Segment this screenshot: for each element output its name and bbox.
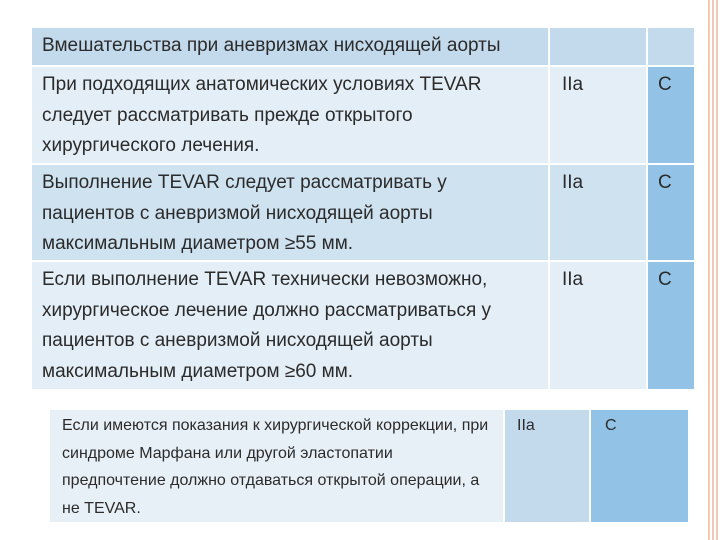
header-level-cell <box>647 27 695 66</box>
evidence-level: C <box>647 164 695 261</box>
decor-line <box>716 0 718 540</box>
table-header-row <box>31 27 695 66</box>
decor-line <box>708 0 710 540</box>
table-row <box>31 164 695 261</box>
recommendation-class: IIa <box>504 409 590 523</box>
recommendations-table <box>30 26 696 391</box>
table-header-title: Вмешательства при аневризмах нисходящей аорты <box>31 27 549 66</box>
table-row <box>49 409 689 523</box>
marfan-recommendation-table <box>48 408 690 524</box>
recommendation-text: Если имеются показания к хирургической коррекции, при синдроме Марфана или другой эластопатии предпочтение должно отдаваться открытой операции, а не TEVAR. <box>49 409 504 523</box>
recommendation-class: IIa <box>549 66 647 164</box>
recommendation-text: Выполнение TEVAR следует рассматривать у пациентов с аневризмой нисходящей аорты максимальным диаметром ≥55 мм. <box>31 164 549 261</box>
recommendation-text: Если выполнение TEVAR технически невозможно, хирургическое лечение должно рассматриваться у пациентов с аневризмой нисходящей аорты максимальным диаметром ≥60 мм. <box>31 261 549 390</box>
header-class-cell <box>549 27 647 66</box>
decor-line <box>712 0 714 540</box>
table-row <box>31 66 695 164</box>
recommendation-class: IIa <box>549 164 647 261</box>
recommendation-class: IIa <box>549 261 647 390</box>
evidence-level: C <box>647 66 695 164</box>
evidence-level: C <box>590 409 689 523</box>
table-row <box>31 261 695 390</box>
evidence-level: C <box>647 261 695 390</box>
recommendation-text: При подходящих анатомических условиях TEVAR следует рассматривать прежде открытого хирургического лечения. <box>31 66 549 164</box>
